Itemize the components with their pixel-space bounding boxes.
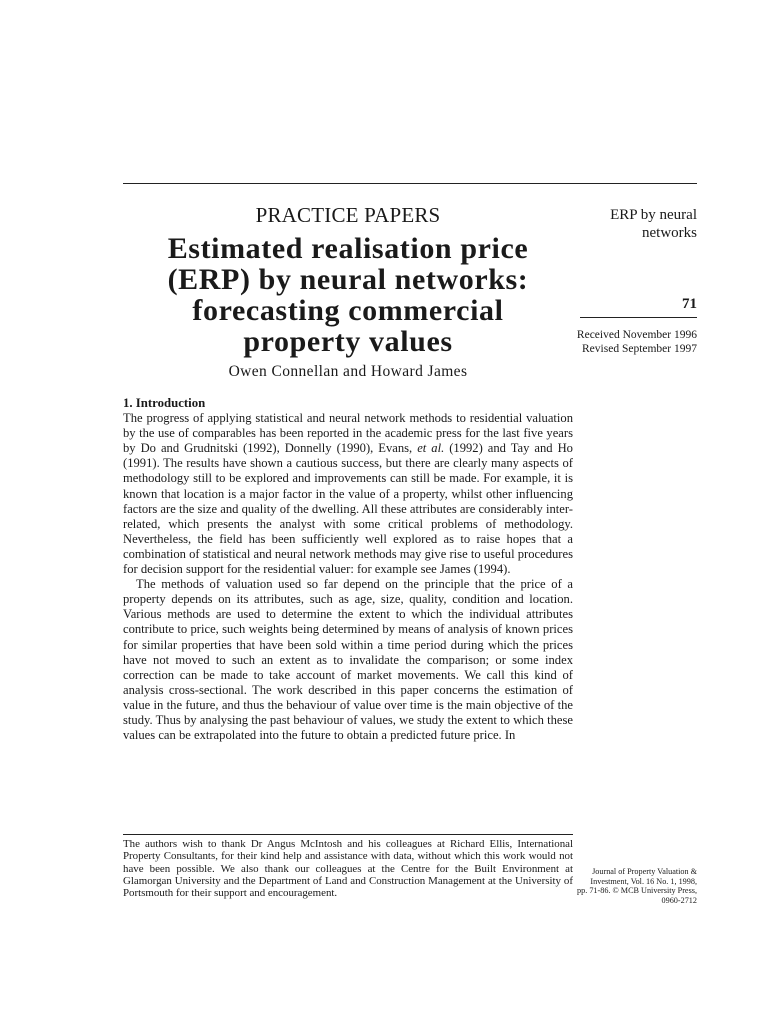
paragraph: The methods of valuation used so far depend on the principle that the price of a property depends on its attributes, such as age, size, quality, condition and location. Various methods are used to determine the extent to which the individual attributes contribute to price, such weights being determined by means of analysis of known prices for similar properties that have been sold within a time period during which the prices have not moved to such an extent as to invalidate the comparison; or some index correction can be made to take account of market movements. We call this kind of analysis cross-sectional. The work described in this paper concerns the estimation of value in the future, and thus the behaviour of value over time is the main objective of the study. Thus by analysing the past behaviour of values, we study the extent to which these values can be extrapolated into the future to obtain a predicted future price. In [123, 577, 573, 743]
running-head-line: networks [642, 225, 697, 241]
journal-info-line: 0960-2712 [661, 895, 697, 905]
journal-info-line: Investment, Vol. 16 No. 1, 1998, [590, 876, 697, 886]
received-date: Received November 1996 [576, 329, 697, 341]
paper-title [123, 233, 573, 357]
journal-info-line: pp. 71-86. © MCB University Press, [577, 886, 697, 896]
side-rule [580, 317, 697, 318]
running-head [537, 206, 697, 242]
body-text [123, 396, 573, 743]
italic-text: et al. [417, 441, 445, 456]
paragraph [123, 411, 573, 577]
running-head-line: ERP by neural [610, 207, 697, 223]
footnote: The authors wish to thank Dr Angus McIntosh and his colleagues at Richard Ellis, International Property Consultants, for their kind help and assistance with data, without which this work would not have been possible. We also thank our colleagues at the Centre for the Built Environment at Glamorgan University and the Department of Land and Construction Management at the University of Portsmouth for their support and encouragement. [123, 838, 573, 900]
section-heading: 1. Introduction [123, 396, 206, 410]
revised-date: Revised September 1997 [582, 342, 697, 355]
title-line: (ERP) by neural networks: [167, 263, 529, 296]
submission-dates [537, 329, 697, 356]
paragraph-text: The progress of applying statistical and neural network methods to residential valuation by the use of comparables has been reported in the academic press for the last five years by Do and Grudnitski (1992), Donnelly (1990), Evans, [123, 411, 573, 456]
footnote-rule [123, 834, 573, 835]
page-number: 71 [682, 296, 697, 312]
section-label: PRACTICE PAPERS [255, 203, 441, 227]
top-rule [123, 183, 697, 184]
authors: Owen Connellan and Howard James [228, 363, 468, 380]
journal-info [569, 867, 697, 905]
title-line: Estimated realisation price [167, 232, 529, 265]
title-line: property values [243, 325, 453, 358]
paragraph-text: (1992) and Tay and Ho (1991). The results have shown a cautious success, but there are clearly many aspects of methodology still to be explored and improvements can still be made. For example, it is known that location is a major factor in the value of a property, whilst other influencing factors are the size and quality of the dwelling. All these attributes are considerably inter-related, which presents the analyst with some critical problems of methodology. Nevertheless, the field has been sufficiently well explored as to raise hopes that a combination of statistical and neural network methods may give rise to useful procedures for decision support for the residential valuer: for example see James (1994). [123, 441, 573, 577]
journal-info-line: Journal of Property Valuation & [592, 867, 697, 876]
title-line: forecasting commercial [192, 294, 504, 327]
